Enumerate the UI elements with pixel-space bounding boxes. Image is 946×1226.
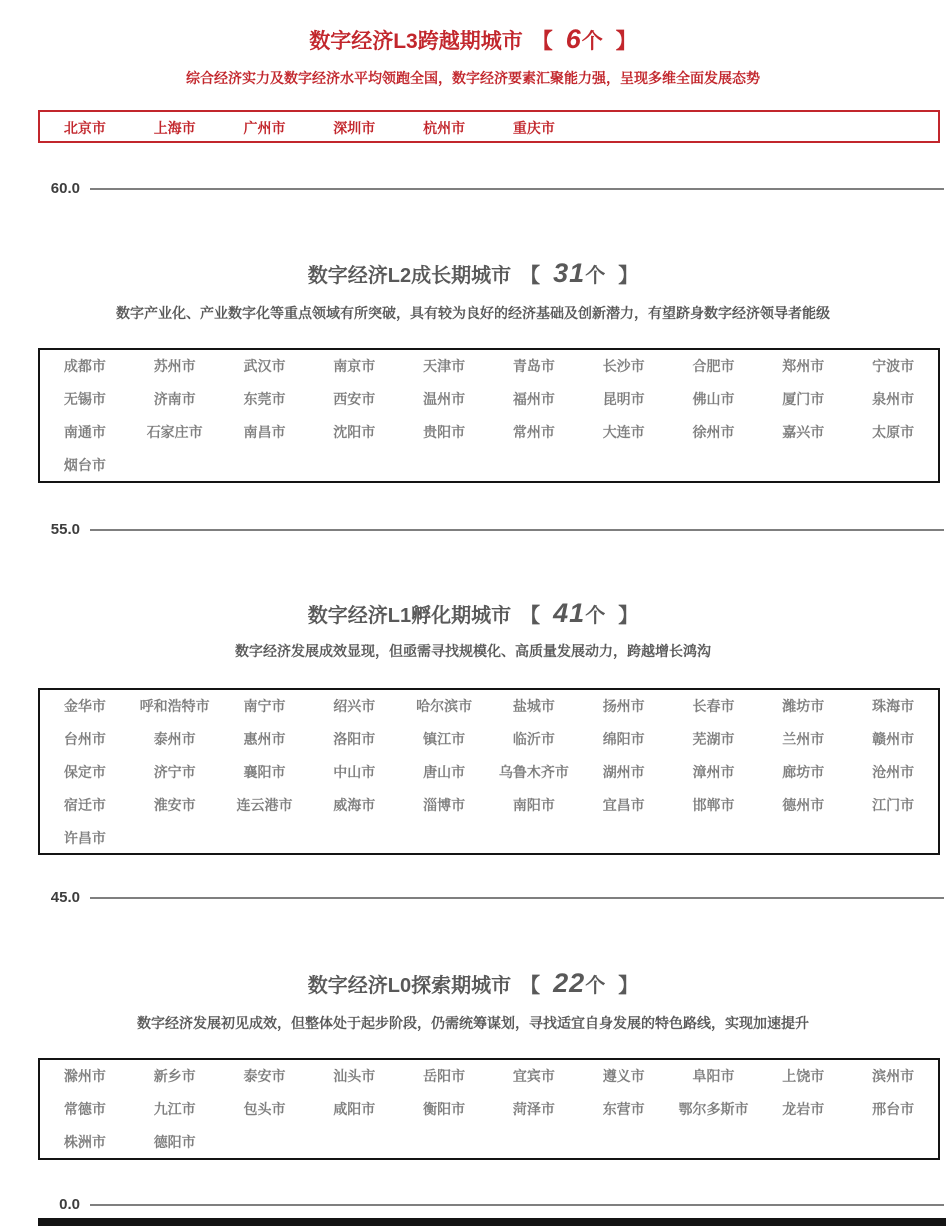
bracket-open: 【 bbox=[520, 605, 541, 628]
city-label: 中山市 bbox=[333, 764, 376, 780]
city-label: 石家庄市 bbox=[146, 424, 203, 440]
city-label: 咸阳市 bbox=[333, 1101, 376, 1117]
city-label: 岳阳市 bbox=[423, 1068, 466, 1084]
city-label: 新乡市 bbox=[153, 1068, 196, 1084]
city-label: 济南市 bbox=[153, 391, 196, 407]
city-label: 北京市 bbox=[63, 120, 106, 136]
city-label: 唐山市 bbox=[423, 764, 466, 780]
city-label: 宿迁市 bbox=[63, 797, 106, 813]
city-label: 菏泽市 bbox=[512, 1101, 555, 1117]
city-label: 东莞市 bbox=[243, 391, 286, 407]
axis-line-55 bbox=[90, 529, 944, 531]
city-label: 昆明市 bbox=[602, 391, 645, 407]
city-label: 青岛市 bbox=[512, 358, 555, 374]
city-label: 常州市 bbox=[512, 424, 555, 440]
city-label: 温州市 bbox=[423, 391, 466, 407]
tier-l1-count-unit: 个 bbox=[585, 605, 606, 628]
city-label: 贵阳市 bbox=[423, 424, 466, 440]
city-label: 德阳市 bbox=[153, 1134, 196, 1150]
city-label: 济宁市 bbox=[153, 764, 196, 780]
city-label: 深圳市 bbox=[333, 120, 376, 136]
city-label: 连云港市 bbox=[236, 797, 293, 813]
city-label: 东营市 bbox=[602, 1101, 645, 1117]
city-label: 漳州市 bbox=[692, 764, 735, 780]
city-label: 杭州市 bbox=[423, 120, 466, 136]
city-label: 厦门市 bbox=[782, 391, 825, 407]
axis-label-60: 60.0 bbox=[50, 180, 80, 197]
city-label: 德州市 bbox=[782, 797, 825, 813]
city-label: 宁波市 bbox=[872, 358, 915, 374]
city-label: 龙岩市 bbox=[782, 1101, 825, 1117]
city-label: 镇江市 bbox=[423, 731, 466, 747]
tier-l3-title bbox=[0, 24, 946, 57]
city-label: 南昌市 bbox=[243, 424, 286, 440]
city-label: 邯郸市 bbox=[692, 797, 735, 813]
tier-l2-city-box bbox=[38, 348, 940, 483]
city-label: 长春市 bbox=[692, 698, 735, 714]
city-label: 珠海市 bbox=[872, 698, 915, 714]
city-label: 南宁市 bbox=[243, 698, 286, 714]
city-label: 重庆市 bbox=[512, 120, 555, 136]
city-label: 惠州市 bbox=[243, 731, 286, 747]
city-label: 南京市 bbox=[333, 358, 376, 374]
city-label: 沈阳市 bbox=[333, 424, 376, 440]
tier-l2-count: 31 bbox=[553, 258, 586, 289]
tier-l1-city-box bbox=[38, 688, 940, 855]
city-label: 盐城市 bbox=[512, 698, 555, 714]
city-label: 临沂市 bbox=[512, 731, 555, 747]
cutoff-box-edge bbox=[38, 1218, 946, 1226]
tier-l3-subtitle: 综合经济实力及数字经济水平均领跑全国，数字经济要素汇聚能力强，呈现多维全面发展态势 bbox=[186, 70, 760, 86]
tier-l0-title bbox=[0, 968, 946, 1001]
axis-line-60 bbox=[90, 188, 944, 190]
tier-l2-count-unit: 个 bbox=[585, 265, 606, 288]
tier-l0-count: 22 bbox=[553, 968, 586, 999]
tier-l0-title-text: 数字经济L0探索期城市 bbox=[307, 975, 512, 998]
tier-l3-title-text: 数字经济L3跨越期城市 bbox=[309, 30, 523, 54]
city-label: 呼和浩特市 bbox=[139, 698, 210, 714]
axis-line-0 bbox=[90, 1204, 944, 1206]
tier-l2-subtitle: 数字产业化、产业数字化等重点领域有所突破，具有较为良好的经济基础及创新潜力，有望跻身数字经济领导者能级 bbox=[116, 305, 830, 321]
tier-l2-title-text: 数字经济L2成长期城市 bbox=[307, 265, 512, 288]
city-label: 成都市 bbox=[63, 358, 106, 374]
tier-l0-count-unit: 个 bbox=[585, 975, 606, 998]
axis-line-45 bbox=[90, 897, 944, 899]
city-label: 保定市 bbox=[63, 764, 106, 780]
bracket-open: 【 bbox=[531, 30, 553, 54]
city-label: 衡阳市 bbox=[423, 1101, 466, 1117]
city-label: 宜宾市 bbox=[512, 1068, 555, 1084]
bracket-close: 】 bbox=[618, 975, 639, 998]
bracket-open: 【 bbox=[520, 975, 541, 998]
city-label: 烟台市 bbox=[63, 457, 106, 473]
city-label: 南阳市 bbox=[512, 797, 555, 813]
tier-l1-title-text: 数字经济L1孵化期城市 bbox=[307, 605, 512, 628]
city-label: 西安市 bbox=[333, 391, 376, 407]
city-label: 廊坊市 bbox=[782, 764, 825, 780]
tier-l3-city-box bbox=[38, 110, 940, 143]
city-label: 鄂尔多斯市 bbox=[678, 1101, 749, 1117]
tier-l0-city-box bbox=[38, 1058, 940, 1160]
city-label: 常德市 bbox=[63, 1101, 106, 1117]
city-label: 滨州市 bbox=[872, 1068, 915, 1084]
city-label: 包头市 bbox=[243, 1101, 286, 1117]
city-label: 武汉市 bbox=[243, 358, 286, 374]
city-label: 哈尔滨市 bbox=[416, 698, 473, 714]
city-label: 沧州市 bbox=[872, 764, 915, 780]
city-label: 上海市 bbox=[153, 120, 196, 136]
city-label: 金华市 bbox=[63, 698, 106, 714]
city-label: 无锡市 bbox=[63, 391, 106, 407]
city-label: 江门市 bbox=[872, 797, 915, 813]
city-label: 长沙市 bbox=[602, 358, 645, 374]
city-label: 淮安市 bbox=[153, 797, 196, 813]
tier-l3-count-unit: 个 bbox=[581, 30, 603, 54]
city-label: 绵阳市 bbox=[602, 731, 645, 747]
city-label: 台州市 bbox=[63, 731, 106, 747]
city-label: 滁州市 bbox=[63, 1068, 106, 1084]
city-label: 芜湖市 bbox=[692, 731, 735, 747]
city-label: 南通市 bbox=[63, 424, 106, 440]
city-label: 泉州市 bbox=[872, 391, 915, 407]
city-label: 潍坊市 bbox=[782, 698, 825, 714]
city-label: 上饶市 bbox=[782, 1068, 825, 1084]
tier-l1-title bbox=[0, 598, 946, 631]
city-label: 遵义市 bbox=[602, 1068, 645, 1084]
city-label: 阜阳市 bbox=[692, 1068, 735, 1084]
city-label: 九江市 bbox=[153, 1101, 196, 1117]
city-label: 福州市 bbox=[512, 391, 555, 407]
axis-label-55: 55.0 bbox=[50, 521, 80, 538]
bracket-open: 【 bbox=[520, 265, 541, 288]
axis-label-0: 0.0 bbox=[59, 1196, 80, 1213]
city-label: 天津市 bbox=[423, 358, 466, 374]
city-label: 广州市 bbox=[243, 120, 286, 136]
city-label: 郑州市 bbox=[782, 358, 825, 374]
city-label: 嘉兴市 bbox=[782, 424, 825, 440]
bracket-close: 】 bbox=[618, 605, 639, 628]
tier-l2-title bbox=[0, 258, 946, 291]
city-label: 乌鲁木齐市 bbox=[498, 764, 569, 780]
bracket-close: 】 bbox=[615, 30, 637, 54]
tier-l0-subtitle: 数字经济发展初见成效，但整体处于起步阶段，仍需统筹谋划，寻找适宜自身发展的特色路线，实现加速提升 bbox=[137, 1015, 809, 1031]
city-label: 合肥市 bbox=[692, 358, 735, 374]
bracket-close: 】 bbox=[618, 265, 639, 288]
city-label: 大连市 bbox=[602, 424, 645, 440]
city-label: 兰州市 bbox=[782, 731, 825, 747]
city-label: 汕头市 bbox=[333, 1068, 376, 1084]
city-label: 襄阳市 bbox=[243, 764, 286, 780]
city-label: 邢台市 bbox=[872, 1101, 915, 1117]
city-label: 洛阳市 bbox=[333, 731, 376, 747]
city-label: 泰安市 bbox=[243, 1068, 286, 1084]
city-label: 太原市 bbox=[872, 424, 915, 440]
city-label: 株洲市 bbox=[63, 1134, 106, 1150]
axis-label-45: 45.0 bbox=[50, 889, 80, 906]
tier-l1-subtitle: 数字经济发展成效显现，但亟需寻找规模化、高质量发展动力，跨越增长鸿沟 bbox=[235, 643, 711, 659]
city-label: 赣州市 bbox=[872, 731, 915, 747]
city-label: 威海市 bbox=[333, 797, 376, 813]
city-label: 湖州市 bbox=[602, 764, 645, 780]
city-label: 宜昌市 bbox=[602, 797, 645, 813]
city-label: 佛山市 bbox=[692, 391, 735, 407]
city-label: 徐州市 bbox=[692, 424, 735, 440]
city-label: 绍兴市 bbox=[333, 698, 376, 714]
tier-l1-count: 41 bbox=[553, 598, 586, 629]
city-label: 扬州市 bbox=[602, 698, 645, 714]
city-label: 淄博市 bbox=[423, 797, 466, 813]
city-label: 泰州市 bbox=[153, 731, 196, 747]
city-label: 苏州市 bbox=[153, 358, 196, 374]
tier-l3-count: 6 bbox=[565, 24, 582, 55]
city-label: 许昌市 bbox=[63, 830, 106, 846]
